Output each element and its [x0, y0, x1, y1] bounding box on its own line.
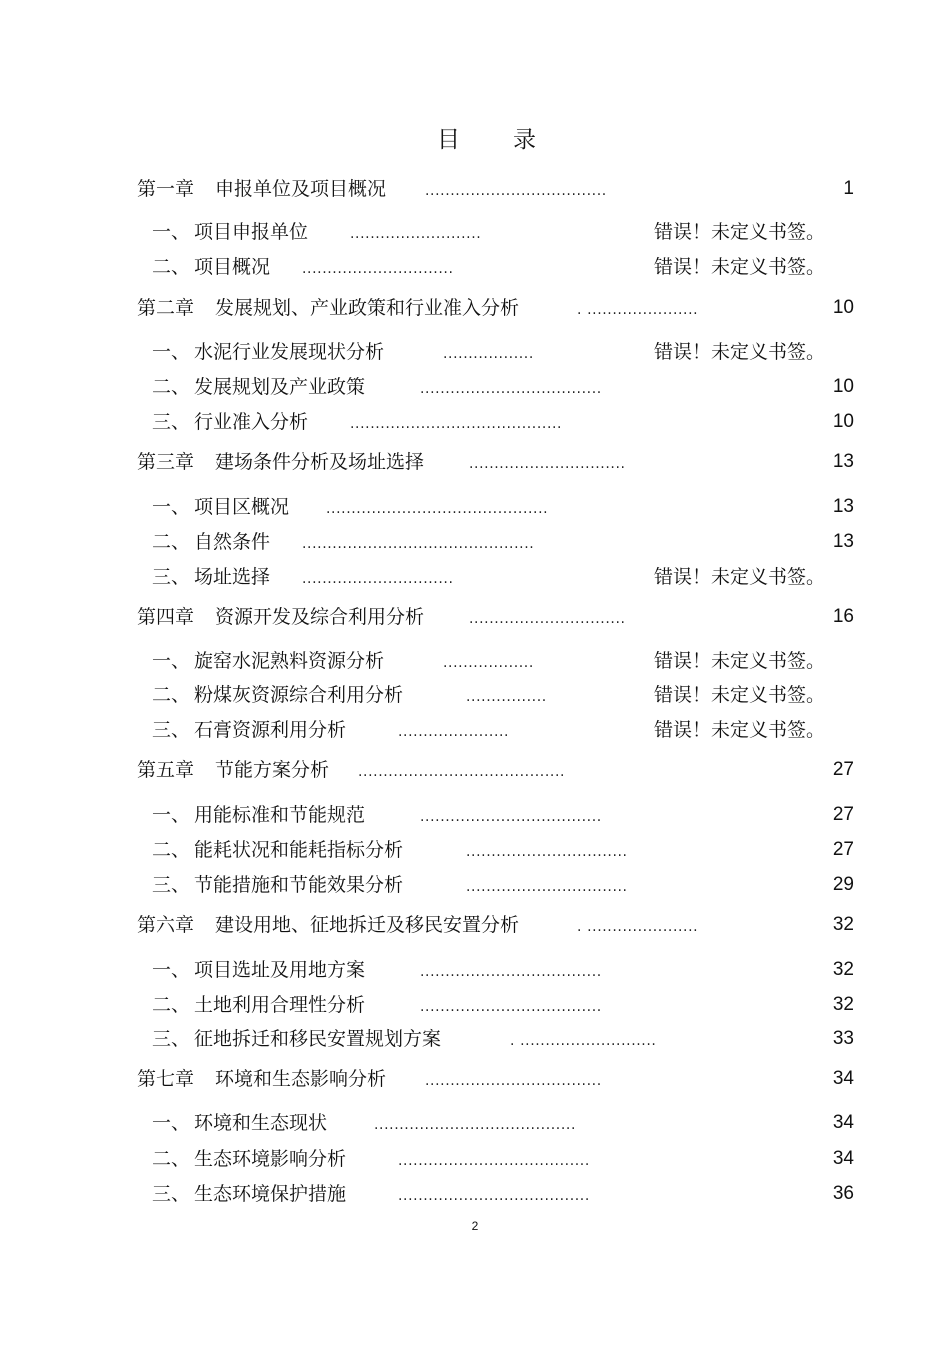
toc-entry-title: 生态环境保护措施	[194, 1183, 347, 1205]
toc-chapter-entry[interactable]	[0, 602, 950, 632]
toc-page-number: 32	[832, 914, 854, 935]
toc-section-entry[interactable]	[0, 372, 950, 402]
toc-entry-title: 水泥行业发展现状分析	[194, 341, 385, 363]
toc-page-number: 27	[832, 759, 854, 780]
toc-page-number: 10	[832, 297, 854, 318]
toc-entry-title: 石膏资源利用分析	[194, 719, 347, 741]
toc-leader-dots: ..........................	[350, 226, 482, 242]
toc-entry-title: 生态环境影响分析	[194, 1148, 347, 1170]
toc-section-entry[interactable]	[0, 800, 950, 830]
toc-entry-number: 三、	[152, 1183, 191, 1205]
toc-section-entry[interactable]	[0, 407, 950, 437]
toc-entry-number: 三、	[152, 411, 191, 433]
toc-entry-number: 第一章	[137, 178, 195, 200]
toc-entry-number: 一、	[152, 341, 191, 363]
toc-bookmark-error: 错误！未定义书签。	[654, 650, 826, 672]
toc-entry-number: 第五章	[137, 759, 195, 781]
toc-entry-number: 一、	[152, 804, 191, 826]
toc-page-number: 34	[832, 1068, 854, 1089]
toc-entry-title: 环境和生态现状	[194, 1112, 328, 1134]
toc-page-number: 33	[832, 1028, 854, 1049]
toc-page-number: 32	[832, 994, 854, 1015]
toc-entry-number: 三、	[152, 874, 191, 896]
toc-section-entry[interactable]	[0, 492, 950, 522]
toc-entry-number: 一、	[152, 959, 191, 981]
toc-leader-dots: ....................................	[420, 964, 602, 980]
toc-entry-title: 用能标准和节能规范	[194, 804, 366, 826]
toc-entry-title: 节能措施和节能效果分析	[194, 874, 404, 896]
toc-section-entry[interactable]	[0, 562, 950, 592]
toc-page-number: 13	[832, 496, 854, 517]
toc-page-number: 27	[832, 839, 854, 860]
toc-bookmark-error: 错误！未定义书签。	[654, 566, 826, 588]
toc-leader-dots: . ......................	[577, 919, 699, 935]
toc-entry-title: 建设用地、征地拆迁及移民安置分析	[215, 914, 520, 936]
toc-entry-title: 旋窑水泥熟料资源分析	[194, 650, 385, 672]
toc-title-char-2: 录	[513, 127, 536, 153]
toc-entry-title: 项目选址及用地方案	[194, 959, 366, 981]
toc-leader-dots: ..............................	[302, 571, 454, 587]
toc-entry-number: 二、	[152, 684, 191, 706]
toc-entry-title: 土地利用合理性分析	[194, 994, 366, 1016]
toc-leader-dots: . ...........................	[510, 1033, 657, 1049]
toc-page-number: 27	[832, 804, 854, 825]
toc-chapter-entry[interactable]	[0, 174, 950, 204]
toc-page-number: 13	[832, 451, 854, 472]
toc-entry-title: 能耗状况和能耗指标分析	[194, 839, 404, 861]
toc-entry-title: 行业准入分析	[194, 411, 309, 433]
toc-entry-title: 项目概况	[194, 256, 271, 278]
toc-leader-dots: ........................................	[374, 1117, 577, 1133]
toc-entry-number: 一、	[152, 650, 191, 672]
toc-leader-dots: . ......................	[577, 302, 699, 318]
toc-bookmark-error: 错误！未定义书签。	[654, 221, 826, 243]
toc-title	[0, 122, 950, 158]
toc-chapter-entry[interactable]	[0, 910, 950, 940]
toc-entry-title: 节能方案分析	[215, 759, 330, 781]
toc-entry-number: 一、	[152, 221, 191, 243]
toc-leader-dots: ..........................................	[350, 416, 563, 432]
toc-leader-dots: ............................................	[326, 501, 549, 517]
toc-entry-number: 二、	[152, 839, 191, 861]
toc-entry-number: 二、	[152, 531, 191, 553]
toc-section-entry[interactable]	[0, 1144, 950, 1174]
toc-page-number: 34	[832, 1112, 854, 1133]
toc-leader-dots: ................................	[466, 844, 628, 860]
toc-bookmark-error: 错误！未定义书签。	[654, 256, 826, 278]
toc-leader-dots: ....................................	[420, 381, 602, 397]
toc-entry-number: 第六章	[137, 914, 195, 936]
toc-entry-number: 第七章	[137, 1068, 195, 1090]
toc-entry-number: 一、	[152, 496, 191, 518]
toc-leader-dots: ...............................	[469, 611, 626, 627]
toc-bookmark-error: 错误！未定义书签。	[654, 719, 826, 741]
toc-section-entry[interactable]	[0, 1108, 950, 1138]
toc-title-char-1: 目	[437, 127, 460, 153]
toc-leader-dots: ....................................	[425, 183, 607, 199]
toc-entry-title: 发展规划及产业政策	[194, 376, 366, 398]
toc-leader-dots: ..................	[443, 655, 534, 671]
toc-leader-dots: ......................	[398, 724, 510, 740]
toc-entry-number: 一、	[152, 1112, 191, 1134]
toc-leader-dots: ..................	[443, 346, 534, 362]
toc-page-number: 34	[832, 1148, 854, 1169]
toc-leader-dots: ....................................	[420, 809, 602, 825]
toc-page-number: 13	[832, 531, 854, 552]
toc-leader-dots: ...............................	[469, 456, 626, 472]
toc-leader-dots: ..............................................	[302, 536, 535, 552]
toc-section-entry[interactable]	[0, 252, 950, 282]
toc-entry-number: 二、	[152, 1148, 191, 1170]
toc-chapter-entry[interactable]	[0, 755, 950, 785]
toc-section-entry[interactable]	[0, 217, 950, 247]
toc-bookmark-error: 错误！未定义书签。	[654, 684, 826, 706]
toc-section-entry[interactable]	[0, 337, 950, 367]
toc-section-entry[interactable]	[0, 646, 950, 676]
toc-entry-number: 三、	[152, 719, 191, 741]
toc-leader-dots: ................................	[466, 879, 628, 895]
toc-page-number: 16	[832, 606, 854, 627]
toc-entry-title: 项目申报单位	[194, 221, 309, 243]
toc-entry-number: 三、	[152, 1028, 191, 1050]
toc-entry-number: 第三章	[137, 451, 195, 473]
toc-section-entry[interactable]	[0, 835, 950, 865]
toc-leader-dots: ......................................	[398, 1188, 590, 1204]
toc-leader-dots: ..............................	[302, 261, 454, 277]
page-number: 2	[471, 1219, 479, 1233]
toc-entry-number: 二、	[152, 256, 191, 278]
toc-entry-number: 二、	[152, 376, 191, 398]
toc-page-number: 29	[832, 874, 854, 895]
toc-leader-dots: ....................................	[420, 999, 602, 1015]
toc-section-entry[interactable]	[0, 1024, 950, 1054]
toc-entry-number: 三、	[152, 566, 191, 588]
toc-page-number: 36	[832, 1183, 854, 1204]
toc-page-number: 10	[832, 411, 854, 432]
toc-entry-number: 第四章	[137, 606, 195, 628]
toc-entry-title: 申报单位及项目概况	[215, 178, 387, 200]
toc-entry-title: 征地拆迁和移民安置规划方案	[194, 1028, 442, 1050]
toc-section-entry[interactable]	[0, 680, 950, 710]
toc-chapter-entry[interactable]	[0, 293, 950, 323]
toc-page-number: 1	[843, 178, 854, 199]
toc-page-number: 10	[832, 376, 854, 397]
toc-entry-number: 第二章	[137, 297, 195, 319]
toc-entry-title: 粉煤灰资源综合利用分析	[194, 684, 404, 706]
toc-section-entry[interactable]	[0, 715, 950, 745]
toc-page-number: 32	[832, 959, 854, 980]
toc-chapter-entry[interactable]	[0, 447, 950, 477]
toc-entry-title: 环境和生态影响分析	[215, 1068, 387, 1090]
toc-entry-number: 二、	[152, 994, 191, 1016]
toc-section-entry[interactable]	[0, 1179, 950, 1209]
toc-section-entry[interactable]	[0, 990, 950, 1020]
toc-leader-dots: ...................................	[425, 1073, 602, 1089]
toc-entry-title: 场址选择	[194, 566, 271, 588]
toc-section-entry[interactable]	[0, 527, 950, 557]
toc-leader-dots: .........................................	[358, 764, 566, 780]
toc-entry-title: 项目区概况	[194, 496, 290, 518]
toc-section-entry[interactable]	[0, 870, 950, 900]
toc-leader-dots: ................	[466, 689, 547, 705]
toc-entry-title: 自然条件	[194, 531, 271, 553]
toc-chapter-entry[interactable]	[0, 1064, 950, 1094]
toc-entry-title: 建场条件分析及场址选择	[215, 451, 425, 473]
toc-entry-title: 发展规划、产业政策和行业准入分析	[215, 297, 520, 319]
toc-entry-title: 资源开发及综合利用分析	[215, 606, 425, 628]
toc-bookmark-error: 错误！未定义书签。	[654, 341, 826, 363]
toc-section-entry[interactable]	[0, 955, 950, 985]
toc-leader-dots: ......................................	[398, 1153, 590, 1169]
